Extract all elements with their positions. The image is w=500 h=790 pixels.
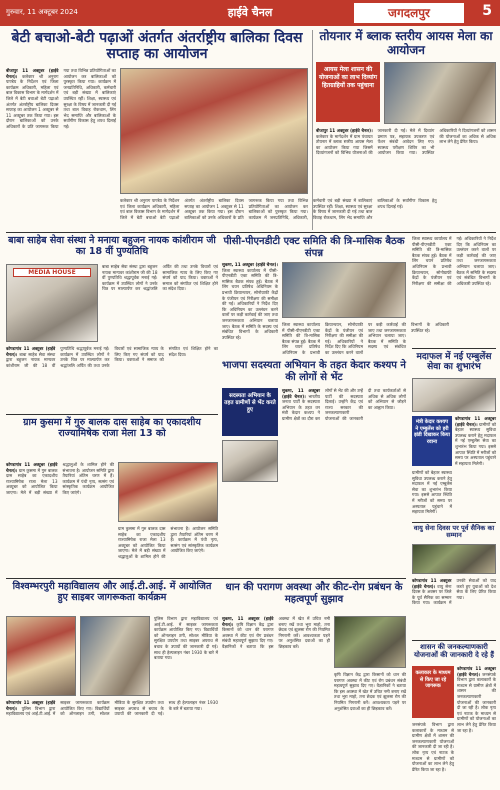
story4-photo [282, 262, 406, 318]
story9-body [6, 700, 218, 786]
section-divider-left [6, 414, 218, 415]
story8-text: वायु सेना दिवस के अवसर पर जिले के पूर्व सैनिक का सम्मान किया गया। कार्यक्रम में उनकी सेवाओं को याद करते हुए युवाओं को देश सेवा के लिए प्रेरित किया गया। [412, 578, 496, 606]
story7-photo [118, 462, 218, 522]
story3-dateline: कोण्डागांव 11 अक्टूबर (हाईवे चैनल)। [6, 346, 56, 357]
story1-text-cont: कलेक्टर श्री अनुराग पाण्डेय के निर्देशन एवं जिला कार्यक्रम अधिकारी, महिला एवं बाल विकास विभाग के मार्गदर्शन में जिले में बेटी बचाओ बेटी पढ़ाओ अंतर्गत अंतर्राष्ट्रीय बालिका दिवस सप्ताह का आयोजन 1 अक्टूबर से 11 अक्टूबर तक किया गया। इस दौरान बालिकाओं को उनके अधिकारों के प्रति जागरूक किया गया तथा विभिन्न प्रतियोगिताओं का आयोजन कर बालिकाओं को पुरस्कृत किया गया। कार्यक्रम में जनप्रतिनिधि, अधिकारी, कर्मचारी एवं बड़ी संख्या में बालिकाएं उपस्थित रहीं। शिक्षा, स्वास्थ्य एवं सुरक्षा के विषय में जानकारी दी गई तथा बाल विवाह रोकथाम, लिंग भेद समाप्ति और बालिकाओं के सर्वांगीण विकास हेतु शपथ दिलाई गई। [120, 198, 437, 220]
story11-highlight-box: कलाकार के माध्यम से किए जा रहे जागरूक [412, 666, 454, 718]
story10-headline: धान की परागण अवस्था और कीट-रोग प्रबंधन के महत्वपूर्ण सुझाव [225, 582, 403, 605]
story10-body-cont [334, 672, 406, 786]
story4-headline: पीसी-पीएनडीटी एक्ट समिति की त्रि-मासिक बैठक संपन्न [223, 236, 405, 259]
story5-caption-box: सदस्यता अभियान के तहत ग्रामीणों से भेंट करते हुए [222, 388, 278, 436]
story10-dateline: सुकमा, 11 अक्टूबर (हाईवे चैनल)। [222, 616, 274, 627]
section-divider-bottom [6, 578, 406, 579]
story6-dateline: कोण्डागांव 11 अक्टूबर (हाईवे चैनल)। [455, 416, 496, 427]
story3-photo-banner: MEDIA HOUSE [13, 268, 91, 277]
section-divider-right-2 [412, 522, 496, 523]
story9-text-side: पुलिस विभाग द्वारा महाविद्यालय एवं आई.टी.आई. में साइबर जागरूकता कार्यक्रम आयोजित किए गए। विद्यार्थियों को ऑनलाइन ठगी, सोशल मीडिया के सुरक्षित उपयोग तथा साइबर अपराध से बचाव के उपायों की जानकारी दी गई। साथ ही हेल्पलाइन नंबर 1930 के बारे में बताया गया। [154, 616, 218, 661]
story10-photo [334, 616, 406, 668]
story1-headline: बेटी बचाओ-बेटी पढ़ाओं अंतर्गत अंतर्राष्ट्रीय बालिका दिवस सप्ताह का आयोजन [11, 30, 303, 63]
story6-body-cont [412, 470, 452, 520]
story5-headline: भाजपा सदस्यता अभियान के तहत केदार कश्यप ने की लोगों से भेंट [222, 360, 406, 383]
story3-headline: बाबा साहेब सेवा संस्था ने मनाया बहुजन नायक कांशीराम जी का 18 वीं पुण्यतिथि [8, 235, 216, 257]
issue-date: गुरुवार, 11 अक्टूबर 2024 [6, 8, 78, 16]
story5-photo-ambulance [222, 440, 278, 482]
story7-text-cont: ग्राम कुसमा में गुरु बालक दास साहेब का एकादशीय राज्यामिषेक राजा मेला 13 अक्टूबर को आयोजित किया जाएगा। मेले में बड़ी संख्या में श्रद्धालुओं के शामिल होने की संभावना है। आयोजन समिति द्वारा तैयारियां अंतिम चरण में हैं। कार्यक्रम में पंथी नृत्य, सत्संग एवं सांस्कृतिक कार्यक्रम आयोजित किए जाएंगे। [118, 526, 218, 559]
section-divider-right [412, 348, 496, 349]
story10-text: कृषि विज्ञान केंद्र द्वारा किसानों को धान की परागण अवस्था में कीट एवं रोग प्रबंधन संबंधी महत्वपूर्ण सुझाव दिए गए। वैज्ञानिकों ने बताया कि इस अवस्था में खेत में उचित नमी बनाए रखें तथा भूरा माहो, तना छेदक एवं झुलसा रोग की नियमित निगरानी करें। आवश्यकता पड़ने पर अनुशंसित दवाओं का ही छिड़काव करें। [222, 616, 330, 649]
story11-text: जनसंपर्क विभाग द्वारा कलाकारों के माध्यम से ग्रामीण क्षेत्रों में शासन की जनकल्याणकारी योजनाओं की जानकारी दी जा रही है। लोक नृत्य एवं नाटक के माध्यम से ग्रामीणों को योजनाओं का लाभ लेने हेतु प्रेरित किया जा रहा है। [457, 671, 496, 733]
story6-headline: मदाफल में नई एम्बुलेंस सेवा का शुभारंभ [416, 352, 492, 373]
story4-body-left [222, 262, 278, 354]
story11-headline: शासन की जनकल्याणकारी योजनाओं की जानकारी दे रहे हैं [413, 643, 495, 660]
story7-body [6, 462, 114, 574]
story7-dateline: कोण्डागांव 11 अक्टूबर (हाईवे चैनल)। [6, 462, 58, 473]
story7-body-cont [118, 526, 218, 574]
story1-dateline: बीजापुर 11 अक्टूबर (हाईवे चैनल)। [6, 68, 59, 79]
story1-body [6, 68, 116, 224]
story4-text: जिला स्वास्थ्य कार्यालय में पीसी-पीएनडीटी एक्ट समिति की त्रि-मासिक बैठक संपन्न हुई। बैठक में लिंग चयन प्रतिषेध अधिनियम के प्रभावी क्रियान्वयन, सोनोग्राफी केंद्रों के पंजीयन एवं निरीक्षण की समीक्षा की गई। अधिकारियों ने निर्देश दिए कि अधिनियम का उल्लंघन करने वालों पर कड़ी कार्रवाई की जाए तथा जनजागरूकता अभियान चलाया जाए। बैठक में समिति के सदस्य एवं संबंधित विभागों के अधिकारी उपस्थित रहे। [282, 322, 449, 355]
story9-headline: विश्वम्भरपुरी महाविद्यालय और आई.टी.आई. में आयोजित हुए साइबर जागरूकता कार्यक्रम [12, 581, 212, 603]
story4-dateline: सुकमा, 11 अक्टूबर (हाईवे चैनल)। [222, 262, 278, 267]
paper-name: हाईवे चैनल [227, 6, 273, 19]
story7-headline: ग्राम कुसमा में गुरु बालक दास साहेब का एकादशीय राज्यामिषेक राजा मेला 13 को [23, 417, 201, 439]
story5-dateline: सुकमा, 11 अक्टूबर (हाईवे चैनल)। [282, 388, 320, 399]
story6-text-cont: ग्रामीणों को बेहतर स्वास्थ्य सुविधा उपलब्ध कराने हेतु मदाफल में नई एम्बुलेंस सेवा का शुभारंभ किया गया। इससे आपात स्थिति में मरीजों को समय पर अस्पताल पहुंचाने में सहायता मिलेगी। [412, 470, 452, 515]
story3-photo [6, 264, 98, 342]
story3-text-top: बाबा साहेब सेवा संस्था द्वारा बहुजन नायक मान्यवर कांशीराम जी की 18 वीं पुण्यतिथि श्रद्धापूर्वक मनाई गई। कार्यक्रम में उपस्थित लोगों ने उनके चित्र पर माल्यार्पण कर श्रद्धांजलि अर्पित की तथा उनके विचारों एवं सामाजिक न्याय के लिए किए गए संघर्ष को याद किया। वक्ताओं ने समाज को संगठित एवं शिक्षित होने का संदेश दिया। [102, 264, 218, 292]
column-divider [312, 30, 313, 230]
story1-body-cont [120, 198, 437, 224]
story8-dateline: कोण्डागांव 11 अक्टूबर (हाईवे चैनल)। [412, 578, 452, 589]
story5-body [282, 388, 406, 574]
story2-photo [384, 62, 496, 124]
story4-text-left: जिला स्वास्थ्य कार्यालय में पीसी-पीएनडीटी एक्ट समिति की त्रि-मासिक बैठक संपन्न हुई। बैठक में लिंग चयन प्रतिषेध अधिनियम के प्रभावी क्रियान्वयन, सोनोग्राफी केंद्रों के पंजीयन एवं निरीक्षण की समीक्षा की गई। अधिकारियों ने निर्देश दिए कि अधिनियम का उल्लंघन करने वालों पर कड़ी कार्रवाई की जाए तथा जनजागरूकता अभियान चलाया जाए। बैठक में समिति के सदस्य एवं संबंधित विभागों के अधिकारी उपस्थित रहे। [222, 267, 278, 340]
story11-body-cont [412, 722, 454, 786]
story10-body [222, 616, 330, 786]
story6-text: ग्रामीणों को बेहतर स्वास्थ्य सुविधा उपलब्ध कराने हेतु मदाफल में नई एम्बुलेंस सेवा का शुभारंभ किया गया। इससे आपात स्थिति में मरीजों को समय पर अस्पताल पहुंचाने में सहायता मिलेगी। [455, 421, 497, 466]
edition-city: जगदलपुर [354, 3, 464, 23]
story11-text-cont: जनसंपर्क विभाग द्वारा कलाकारों के माध्यम से ग्रामीण क्षेत्रों में शासन की जनकल्याणकारी योजनाओं की जानकारी दी जा रही है। लोक नृत्य एवं नाटक के माध्यम से ग्रामीणों को योजनाओं का लाभ लेने हेतु प्रेरित किया जा रहा है। [412, 722, 454, 772]
page-header [0, 0, 500, 26]
story7-text: ग्राम कुसमा में गुरु बालक दास साहेब का एकादशीय राज्यामिषेक राजा मेला 13 अक्टूबर को आयोजित किया जाएगा। मेले में बड़ी संख्या में श्रद्धालुओं के शामिल होने की संभावना है। आयोजन समिति द्वारा तैयारियां अंतिम चरण में हैं। कार्यक्रम में पंथी नृत्य, सत्संग एवं सांस्कृतिक कार्यक्रम आयोजित किए जाएंगे। [6, 462, 114, 495]
story2-dateline: बीजापुर 11 अक्टूबर (हाईवे चैनल)। [316, 128, 373, 133]
story8-photo [412, 544, 496, 574]
story6-photo [412, 378, 496, 412]
story11-body [457, 666, 496, 786]
story11-dateline: कोण्डागांव 11 अक्टूबर (हाईवे चैनल)। [457, 666, 496, 677]
story4-body-right [412, 236, 496, 346]
story3-body [6, 346, 218, 410]
story2-highlight-box: आयस मेला शासन की योजनाओं का लाभ दिव्यांग हितग्राहियों तक पहुंचाना [316, 62, 380, 122]
story9-photo-2 [80, 616, 150, 696]
story9-text: पुलिस विभाग द्वारा महाविद्यालय एवं आई.टी.आई. में साइबर जागरूकता कार्यक्रम आयोजित किए गए। विद्यार्थियों को ऑनलाइन ठगी, सोशल मीडिया के सुरक्षित उपयोग तथा साइबर अपराध से बचाव के उपायों की जानकारी दी गई। साथ ही हेल्पलाइन नंबर 1930 के बारे में बताया गया। [6, 700, 218, 717]
story9-dateline: कोण्डागांव 11 अक्टूबर (हाईवे चैनल)। [6, 700, 56, 711]
section-divider [6, 232, 496, 233]
story4-text-right: जिला स्वास्थ्य कार्यालय में पीसी-पीएनडीटी एक्ट समिति की त्रि-मासिक बैठक संपन्न हुई। बैठक में लिंग चयन प्रतिषेध अधिनियम के प्रभावी क्रियान्वयन, सोनोग्राफी केंद्रों के पंजीयन एवं निरीक्षण की समीक्षा की गई। अधिकारियों ने निर्देश दिए कि अधिनियम का उल्लंघन करने वालों पर कड़ी कार्रवाई की जाए तथा जनजागरूकता अभियान चलाया जाए। बैठक में समिति के सदस्य एवं संबंधित विभागों के अधिकारी उपस्थित रहे। [412, 236, 496, 286]
story8-headline: वायु सेना दिवस पर पूर्व सैनिक का सम्मान [413, 524, 495, 540]
page-number: 5 [482, 3, 492, 19]
story1-text: कलेक्टर श्री अनुराग पाण्डेय के निर्देशन एवं जिला कार्यक्रम अधिकारी, महिला एवं बाल विकास विभाग के मार्गदर्शन में जिले में बेटी बचाओ बेटी पढ़ाओ अंतर्गत अंतर्राष्ट्रीय बालिका दिवस सप्ताह का आयोजन 1 अक्टूबर से 11 अक्टूबर तक किया गया। इस दौरान बालिकाओं को उनके अधिकारों के प्रति जागरूक किया गया तथा विभिन्न प्रतियोगिताओं का आयोजन कर बालिकाओं को पुरस्कृत किया गया। कार्यक्रम में जनप्रतिनिधि, अधिकारी, कर्मचारी एवं बड़ी संख्या में बालिकाएं उपस्थित रहीं। शिक्षा, स्वास्थ्य एवं सुरक्षा के विषय में जानकारी दी गई तथा बाल विवाह रोकथाम, लिंग भेद समाप्ति और बालिकाओं के सर्वांगीण विकास हेतु शपथ दिलाई गई। [6, 68, 116, 129]
story6-body [455, 416, 496, 520]
story3-body-top [102, 264, 218, 342]
story3-text: बाबा साहेब सेवा संस्था द्वारा बहुजन नायक मान्यवर कांशीराम जी की 18 वीं पुण्यतिथि श्रद्धापूर्वक मनाई गई। कार्यक्रम में उपस्थित लोगों ने उनके चित्र पर माल्यार्पण कर श्रद्धांजलि अर्पित की तथा उनके विचारों एवं सामाजिक न्याय के लिए किए गए संघर्ष को याद किया। वक्ताओं ने समाज को संगठित एवं शिक्षित होने का संदेश दिया। [6, 346, 218, 368]
story2-body [316, 128, 496, 228]
story5-text: भारतीय जनता पार्टी के सदस्यता अभियान के तहत वन मंत्री केदार कश्यप ने ग्रामीण क्षेत्रों का दौरा कर लोगों से भेंट की और उन्हें पार्टी की सदस्यता दिलाई। उन्होंने केंद्र एवं राज्य सरकार की जनकल्याणकारी योजनाओं की जानकारी दी तथा कार्यकर्ताओं से अधिक से अधिक लोगों को अभियान से जोड़ने का आह्वान किया। [282, 388, 406, 421]
story9-photo-1 [6, 616, 76, 696]
story2-text: कलेक्टर के मार्गदर्शन में ग्राम पंचायत तोयनार में ब्लाक स्तरीय आयस मेला का आयोजन किया गया जिसमें दिव्यांगजनों को विभिन्न योजनाओं की जानकारी दी गई। मेले में दिव्यांग प्रमाण पत्र, सहायक उपकरण एवं पेंशन संबंधी आवेदन लिए गए। स्वास्थ्य परीक्षण शिविर का भी आयोजन किया गया। उपस्थित अधिकारियों ने दिव्यांगजनों को शासन की योजनाओं का अधिक से अधिक लाभ लेने हेतु प्रेरित किया। [316, 128, 496, 156]
story2-headline: तोयनार में ब्लाक स्तरीय आयस मेला का आयोजन [319, 29, 493, 57]
story9-body-side [154, 616, 218, 696]
story1-photo [120, 68, 308, 194]
story8-body [412, 578, 496, 638]
section-divider-right-3 [412, 640, 496, 641]
story4-body [282, 322, 449, 356]
story6-highlight-box: मंत्री केदार कश्यप ने एम्बुलेंस को हरी झंडी दिखाकर किया रवाना [412, 416, 452, 466]
story10-text-cont: कृषि विज्ञान केंद्र द्वारा किसानों को धान की परागण अवस्था में कीट एवं रोग प्रबंधन संबंधी महत्वपूर्ण सुझाव दिए गए। वैज्ञानिकों ने बताया कि इस अवस्था में खेत में उचित नमी बनाए रखें तथा भूरा माहो, तना छेदक एवं झुलसा रोग की नियमित निगरानी करें। आवश्यकता पड़ने पर अनुशंसित दवाओं का ही छिड़काव करें। [334, 672, 406, 711]
